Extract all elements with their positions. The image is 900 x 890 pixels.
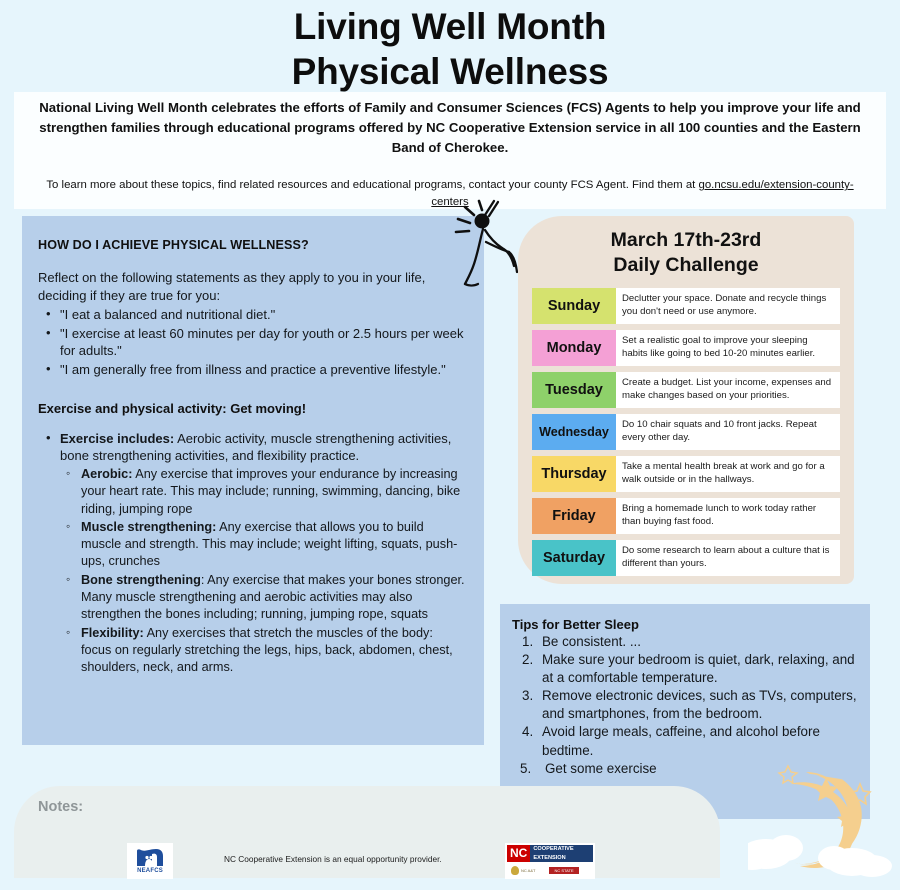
nc-cooperative-extension-logo	[505, 843, 595, 879]
panel-heading: HOW DO I ACHIEVE PHYSICAL WELLNESS?	[38, 238, 309, 252]
page-title	[0, 4, 900, 94]
challenge-rows	[532, 288, 840, 576]
list-item	[60, 625, 466, 677]
nce-wordmark-line-1: COOPERATIVE	[533, 846, 574, 853]
list-item	[60, 572, 466, 624]
list-item: • "I eat a balanced and nutritional diet."	[38, 306, 466, 324]
list-item: Be consistent. ...	[542, 634, 641, 649]
nc-state-label: NC STATE	[554, 868, 574, 873]
challenge-text-sunday: Declutter your space. Donate and recycle things you don't need or use anymore.	[616, 288, 840, 324]
exercise-includes-label: Exercise includes:	[60, 430, 175, 446]
type-label-flexibility: Flexibility:	[81, 625, 144, 640]
table-row	[532, 330, 840, 366]
table-row	[532, 372, 840, 408]
type-text-muscle: Any exercise that allows you to build muscle and strength. This may include; weight lifting, squats, push-ups, crunches	[81, 519, 458, 569]
daily-challenge-panel	[518, 216, 854, 584]
day-label-thursday: Thursday	[532, 456, 616, 492]
title-line-2: Physical Wellness	[291, 51, 609, 93]
title-line-1: Living Well Month	[293, 6, 607, 47]
nc-at-label: NC A&T	[521, 868, 536, 873]
table-row	[532, 456, 840, 492]
nce-logo-top	[507, 845, 593, 862]
type-text-bone: : Any exercise that makes your bones stronger. Many muscle strengthening and aerobic activities may also strengthen the bones including; running, jumping rope, squats	[81, 572, 465, 622]
intro-paragraph: National Living Well Month celebrates the efforts of Family and Consumer Sciences (FCS) Agents to help you improve your life and strengthen families through educational programs offered by NC Cooperative Extension service in all 100 counties and the Eastern Band of Cherokee.	[39, 100, 861, 155]
contact-text: To learn more about these topics, find related resources and educational programs, contact your county FCS Agent. Find them at	[46, 179, 699, 192]
physical-wellness-panel	[22, 216, 484, 745]
list-item	[60, 466, 466, 518]
seal-icon	[511, 866, 519, 875]
notes-label: Notes:	[38, 799, 84, 815]
reflection-statements-list	[38, 306, 466, 379]
table-row	[532, 498, 840, 534]
challenge-text-friday: Bring a homemade lunch to work today rather than buying fast food.	[616, 498, 840, 534]
exercise-subheading: Exercise and physical activity: Get moving!	[38, 400, 307, 416]
table-row	[532, 414, 840, 450]
day-label-monday: Monday	[532, 330, 616, 366]
list-item: • "I am generally free from illness and practice a preventive lifestyle."	[38, 361, 466, 379]
table-row	[532, 288, 840, 324]
type-text-aerobic: Any exercise that improves your endurance by increasing your heart rate. This may include; running, swimming, dancing, bike riding, jumping rope	[81, 467, 461, 516]
exercise-types-list	[60, 466, 466, 676]
exercise-includes-text: Aerobic activity, muscle strengthening activities, bone strengthening activities, and flexibility practice.	[60, 430, 452, 464]
equal-opportunity-statement: NC Cooperative Extension is an equal opportunity provider.	[224, 854, 442, 864]
challenge-text-monday: Set a realistic goal to improve your sleeping habits like going to bed 10-20 minutes earlier.	[616, 330, 840, 366]
nce-logo-bottom	[507, 864, 593, 877]
day-label-sunday: Sunday	[532, 288, 616, 324]
challenge-text-tuesday: Create a budget. List your income, expenses and make changes based on your priorities.	[616, 372, 840, 408]
list-item: Make sure your bedroom is quiet, dark, relaxing, and at a comfortable temperature.	[542, 652, 855, 686]
table-row	[532, 540, 840, 576]
notes-panel	[14, 786, 720, 878]
challenge-title-line-2: Daily Challenge	[613, 253, 759, 276]
type-label-muscle: Muscle strengthening:	[81, 519, 217, 534]
list-item: Get some exercise	[545, 760, 657, 776]
challenge-text-wednesday: Do 10 chair squats and 10 front jacks. Repeat every other day.	[616, 414, 840, 450]
challenge-text-thursday: Take a mental health break at work and go for a walk outside or in the hallways.	[616, 456, 840, 492]
neafcs-mark-icon	[136, 848, 164, 867]
type-label-aerobic: Aerobic:	[81, 467, 133, 482]
nce-nc-mark: NC	[507, 845, 530, 862]
list-item: Remove electronic devices, such as TVs, computers, and smartphones, from the bedroom.	[542, 688, 857, 722]
challenge-text-saturday: Do some research to learn about a culture that is different than yours.	[616, 540, 840, 576]
day-label-saturday: Saturday	[532, 540, 616, 576]
list-item: Avoid large meals, caffeine, and alcohol before bedtime.	[542, 724, 820, 758]
day-label-wednesday: Wednesday	[532, 414, 616, 450]
challenge-title-line-1: March 17th-23rd	[610, 229, 762, 251]
tips-list	[512, 633, 858, 778]
nce-wordmark	[530, 845, 593, 862]
nc-at-logo	[511, 866, 535, 875]
neafcs-logo	[127, 843, 173, 879]
exercise-list	[38, 430, 466, 677]
reflect-intro: Reflect on the following statements as they apply to you in your life, deciding if they are true for you:	[38, 270, 426, 303]
nce-wordmark-line-2: EXTENSION	[533, 854, 566, 861]
intro-band	[14, 92, 886, 209]
nc-state-logo	[549, 867, 578, 874]
type-text-flexibility: Any exercises that stretch the muscles of the body: focus on regularly stretching the legs, hips, back, abdomen, chest, shoulders, neck, and arms.	[81, 625, 453, 675]
list-item	[38, 430, 466, 677]
type-label-bone: Bone strengthening	[81, 572, 201, 587]
list-item: • "I exercise at least 60 minutes per day for youth or 2.5 hours per week for adults."	[38, 325, 466, 360]
list-item	[60, 519, 466, 571]
tips-heading: Tips for Better Sleep	[512, 617, 639, 632]
day-label-friday: Friday	[532, 498, 616, 534]
day-label-tuesday: Tuesday	[532, 372, 616, 408]
extension-county-centers-link[interactable]: go.ncsu.edu/extension-county-centers	[431, 179, 854, 208]
contact-paragraph	[28, 177, 872, 210]
neafcs-wordmark: NEAFCS	[137, 868, 163, 874]
